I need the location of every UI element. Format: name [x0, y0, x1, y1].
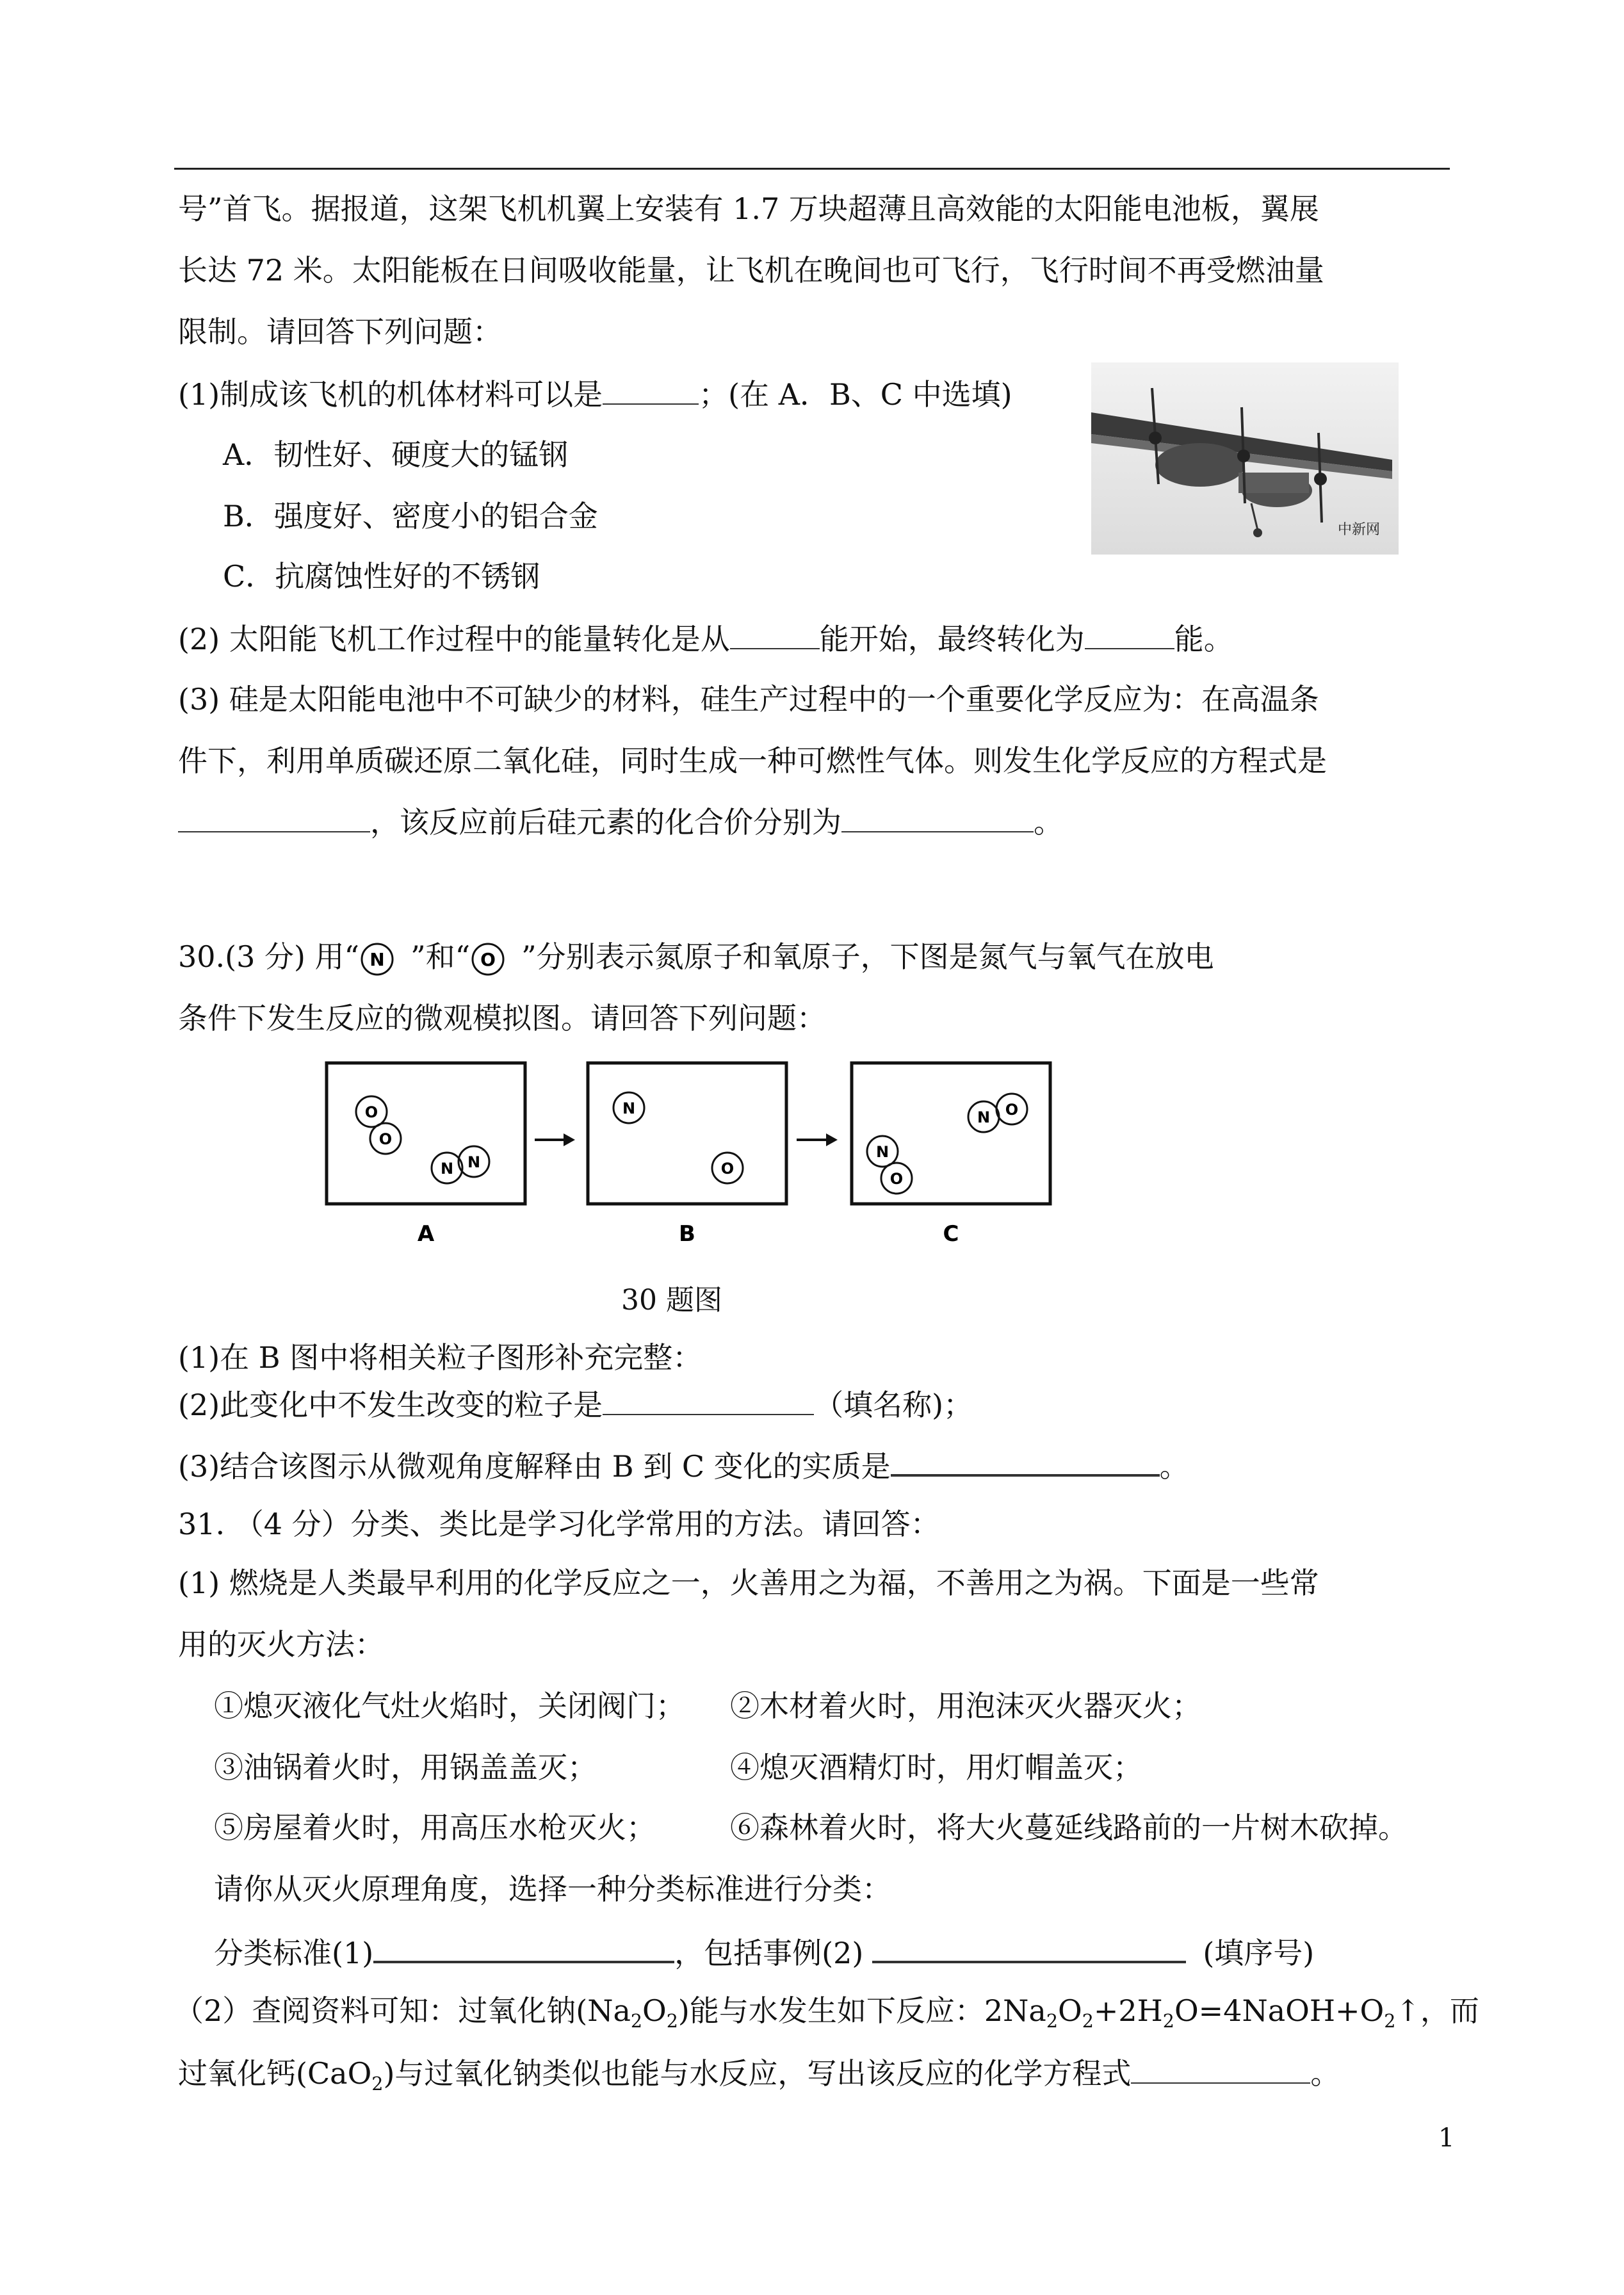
- q30-sub2-line: [178, 1384, 973, 1424]
- p2-text-b: O: [642, 1993, 667, 2028]
- nitrogen-atom-label: N: [622, 1099, 636, 1117]
- q30-sub2-suffix: （填名称)；: [814, 1388, 973, 1422]
- q30-sub3-suffix: 。: [1159, 1449, 1189, 1484]
- solar-plane-photo: [1091, 362, 1399, 555]
- q3-middle: ，该反应前后硅元素的化合价分别为: [370, 805, 841, 839]
- q3-line-2: 件下，利用单质碳还原二氧化硅，同时生成一种可燃性气体。则发生化学反应的方程式是: [178, 743, 1327, 778]
- q30-sub3-prefix: (3)结合该图示从微观角度解释由 B 到 C 变化的实质是: [178, 1449, 891, 1484]
- q3-end: 。: [1034, 805, 1063, 839]
- q31-p1-line-2: 用的灭火方法：: [178, 1627, 384, 1662]
- method-3: ③油锅着火时，用锅盖盖灭；: [214, 1750, 597, 1785]
- q30-sub2-prefix: (2)此变化中不发生改变的粒子是: [178, 1388, 603, 1422]
- panel-a-label: A: [417, 1221, 435, 1247]
- subscript: 2: [1384, 2011, 1396, 2032]
- q1-option-a: A．韧性好、硬度大的锰钢: [223, 437, 569, 472]
- photo-watermark: 中新网: [1338, 522, 1381, 538]
- micro-reaction-diagram: [320, 1055, 1076, 1247]
- panel-a: [327, 1063, 525, 1247]
- page-number: 1: [1438, 2123, 1455, 2153]
- q31-classify-line: [214, 1931, 1314, 1972]
- para-line-3: 限制。请回答下列问题：: [178, 314, 502, 349]
- q2-prefix: (2) 太阳能飞机工作过程中的能量转化是从: [178, 622, 730, 656]
- nitrogen-atom-label: N: [977, 1108, 991, 1126]
- subscript: 2: [1162, 2011, 1174, 2032]
- oxygen-atom-label: O: [889, 1170, 904, 1188]
- q2-blank-end[interactable]: [1085, 619, 1174, 649]
- nitrogen-atom-label: N: [875, 1143, 889, 1161]
- p2-line2-b: )与过氧化钠类似也能与水反应，写出该反应的化学方程式: [383, 2056, 1132, 2091]
- q3-equation-blank[interactable]: [178, 802, 370, 832]
- classify-middle: ，包括事例(2): [674, 1936, 864, 1970]
- method-5: ⑤房屋着火时，用高压水枪灭火；: [214, 1810, 656, 1845]
- oxygen-atom-label: O: [480, 949, 496, 970]
- subscript: 2: [1046, 2011, 1058, 2032]
- q31-p1-line-1: (1) 燃烧是人类最早利用的化学反应之一，火善用之为福，不善用之为祸。下面是一些常: [178, 1566, 1319, 1600]
- method-4: ④熄灭酒精灯时，用灯帽盖灭；: [730, 1750, 1142, 1785]
- arrow-a-to-b: [535, 1133, 575, 1146]
- q30-sub3-line: [178, 1445, 1189, 1486]
- oxygen-atom-icon: [470, 939, 521, 980]
- q31-ask: 请你从灭火原理角度，选择一种分类标准进行分类：: [214, 1872, 891, 1906]
- q30-intro-and: ”和“: [410, 939, 471, 974]
- q30-intro-prefix: 30.(3 分) 用“: [178, 939, 360, 974]
- p2-text-d: O: [1057, 1993, 1082, 2028]
- q30-sub3-blank[interactable]: [891, 1445, 1160, 1477]
- p2-line2-end: 。: [1310, 2056, 1340, 2091]
- q31-equation-blank[interactable]: [1131, 2053, 1310, 2084]
- p2-text-e: +2H: [1093, 1993, 1163, 2028]
- classify-examples-blank[interactable]: [872, 1931, 1186, 1963]
- q1-prefix: (1)制成该飞机的机体材料可以是: [178, 377, 603, 412]
- classify-standard-blank[interactable]: [373, 1931, 674, 1963]
- q30-sub2-blank[interactable]: [603, 1384, 814, 1415]
- arrow-b-to-c: [797, 1133, 838, 1146]
- oxygen-atom-label: O: [364, 1103, 378, 1121]
- q3-valence-blank[interactable]: [841, 802, 1034, 832]
- method-6: ⑥森林着火时，将大火蔓延线路前的一片树木砍掉。: [730, 1810, 1408, 1845]
- header-rule: [174, 168, 1450, 170]
- subscript: 2: [666, 2011, 678, 2032]
- q3-line-1: (3) 硅是太阳能电池中不可缺少的材料，硅生产过程中的一个重要化学反应为：在高温条: [178, 682, 1319, 717]
- figure-caption: 30 题图: [621, 1284, 722, 1317]
- nitrogen-atom-label: N: [440, 1160, 454, 1178]
- q3-line-3: [178, 802, 1063, 841]
- panel-b-label: B: [679, 1221, 695, 1247]
- q1-option-b: B．强度好、密度小的铝合金: [223, 499, 598, 533]
- method-1: ①熄灭液化气灶火焰时，关闭阀门；: [214, 1689, 685, 1723]
- subscript: 2: [1082, 2011, 1094, 2032]
- nitrogen-atom-icon: [359, 939, 410, 980]
- q2-middle: 能开始，最终转化为: [819, 622, 1085, 656]
- q30-sub1: (1)在 B 图中将相关粒子图形补充完整：: [178, 1340, 702, 1375]
- subscript: 2: [630, 2011, 643, 2032]
- q30-intro-suffix: ”分别表示氮原子和氧原子，下图是氮气与氧气在放电: [521, 939, 1214, 974]
- p2-text-c: )能与水发生如下反应：2Na: [678, 1993, 1046, 2028]
- panel-b: [588, 1063, 786, 1247]
- q1-answer-blank[interactable]: [603, 374, 699, 405]
- q1-line: [178, 374, 1012, 414]
- para-line-2: 长达 72 米。太阳能板在日间吸收能量，让飞机在晚间也可飞行，飞行时间不再受燃油量: [178, 253, 1324, 288]
- subscript: 2: [371, 2073, 384, 2095]
- classify-suffix: (填序号): [1203, 1936, 1315, 1970]
- p2-line2-a: 过氧化钙(CaO: [178, 2056, 372, 2091]
- p2-text-f: O=4NaOH+O: [1174, 1993, 1384, 2028]
- para-line-1: 号”首飞。据报道，这架飞机机翼上安装有 1.7 万块超薄且高效能的太阳能电池板，翼展: [178, 191, 1319, 226]
- p2-text-a: （2）查阅资料可知：过氧化钠(Na: [174, 1993, 631, 2028]
- q31-p2-line-2: [178, 2053, 1340, 2104]
- nitrogen-atom-label: N: [467, 1153, 481, 1171]
- p2-text-g: ↑，而: [1395, 1993, 1479, 2028]
- method-2: ②木材着火时，用泡沫灭火器灭火；: [730, 1689, 1201, 1723]
- panel-c-label: C: [943, 1221, 959, 1247]
- q30-intro-line-1: [178, 937, 1214, 980]
- oxygen-atom-label: O: [720, 1160, 735, 1178]
- q2-suffix: 能。: [1174, 622, 1233, 656]
- classify-prefix: 分类标准(1): [214, 1936, 374, 1970]
- q1-option-c: C．抗腐蚀性好的不锈钢: [223, 559, 540, 594]
- q2-line: [178, 619, 1233, 658]
- q2-blank-start[interactable]: [730, 619, 820, 649]
- q1-suffix: ；(在 A．B、C 中选填): [699, 377, 1012, 412]
- q31-p2-line-1: [174, 1991, 1479, 2041]
- oxygen-atom-label: O: [378, 1130, 393, 1148]
- q30-intro-line-2: 条件下发生反应的微观模拟图。请回答下列问题：: [178, 1001, 826, 1035]
- q31-title: 31. （4 分）分类、类比是学习化学常用的方法。请回答：: [178, 1507, 940, 1541]
- nitrogen-atom-label: N: [369, 949, 385, 970]
- oxygen-atom-label: O: [1005, 1101, 1019, 1119]
- panel-c: [852, 1063, 1050, 1247]
